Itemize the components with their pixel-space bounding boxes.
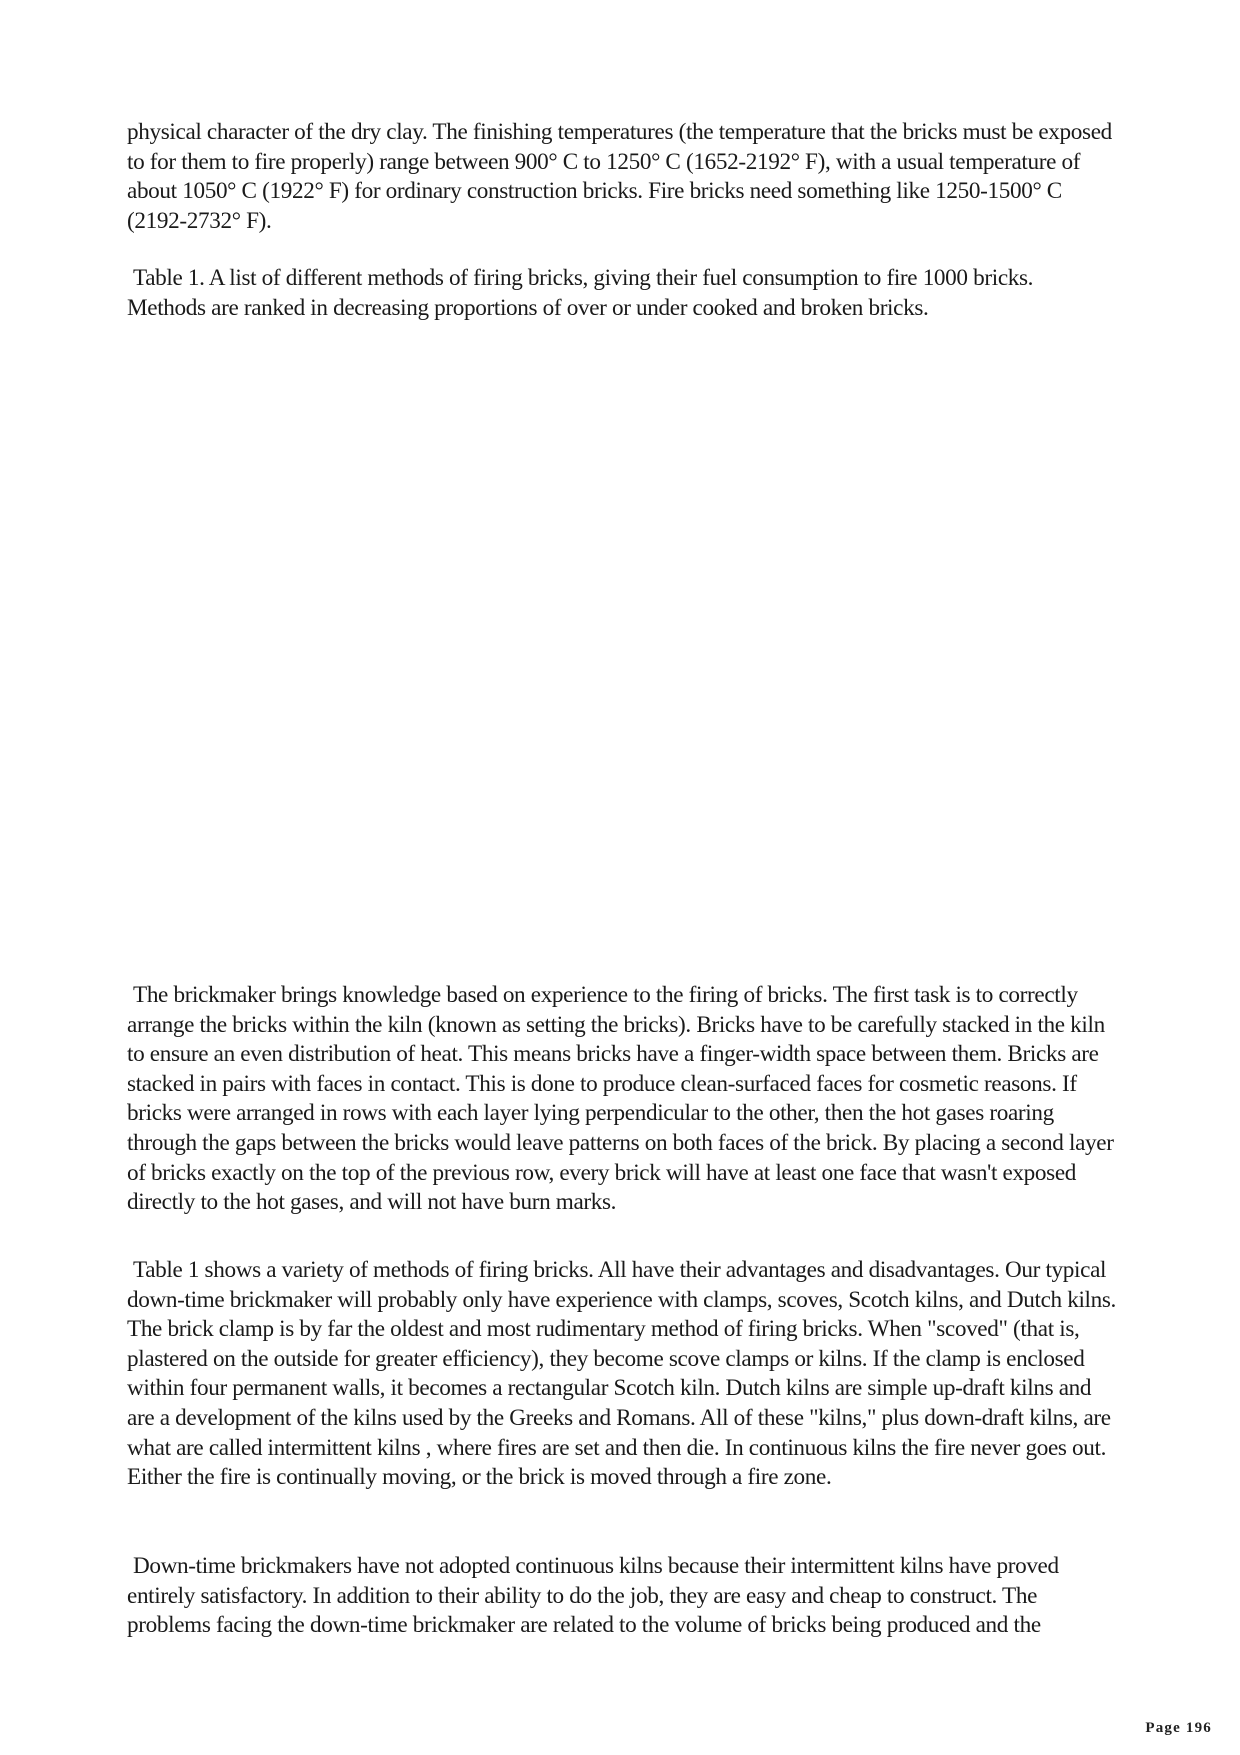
table-caption: Table 1. A list of different methods of firing bricks, giving their fuel consumption to fire 1000 bricks. Methods are ranked in decreasing proportions of over or under cooked and broken bricks.	[127, 265, 1034, 321]
paragraph-1: physical character of the dry clay. The finishing temperatures (the temperature that the bricks must be exposed to for them to fire properly) range between 900° C to 1250° C (1652-2192° F), with a usual temperature of about 1050° C (1922° F) for ordinary construction bricks. Fire bricks need something like 1250-1500° C (2192-2732° F).	[127, 119, 1112, 234]
paragraph-4: Down-time brickmakers have not adopted continuous kilns because their intermittent kilns have proved entirely satisfactory. In addition to their ability to do the job, they are easy and cheap to construct. The problems facing the down-time brickmaker are related to the volume of bricks being produced and the	[127, 1553, 1059, 1639]
paragraph-3: Table 1 shows a variety of methods of firing bricks. All have their advantages and disadvantages. Our typical down-time brickmaker will probably only have experience with clamps, scoves, Scotch kilns, and Dutch kilns. The brick clamp is by far the oldest and most rudimentary method of firing bricks. When "scoved" (that is, plastered on the outside for greater efficiency), they become scove clamps or kilns. If the clamp is enclosed within four permanent walls, it becomes a rectangular Scotch kiln. Dutch kilns are simple up-draft kilns and are a development of the kilns used by the Greeks and Romans. All of these "kilns," plus down-draft kilns, are what are called intermittent kilns , where fires are set and then die. In continuous kilns the fire never goes out. Either the fire is continually moving, or the brick is moved through a fire zone.	[127, 1257, 1116, 1491]
page-number: Page 196	[1145, 1720, 1212, 1736]
paragraph-2: The brickmaker brings knowledge based on experience to the firing of bricks. The first task is to correctly arrange the bricks within the kiln (known as setting the bricks). Bricks have to be carefully stacked in the kiln to ensure an even distribution of heat. This means bricks have a finger-width space between them. Bricks are stacked in pairs with faces in contact. This is done to produce clean-surfaced faces for cosmetic reasons. If bricks were arranged in rows with each layer lying perpendicular to the other, then the hot gases roaring through the gaps between the bricks would leave patterns on both faces of the brick. By placing a second layer of bricks exactly on the top of the previous row, every brick will have at least one face that wasn't exposed directly to the hot gases, and will not have burn marks.	[127, 982, 1114, 1216]
